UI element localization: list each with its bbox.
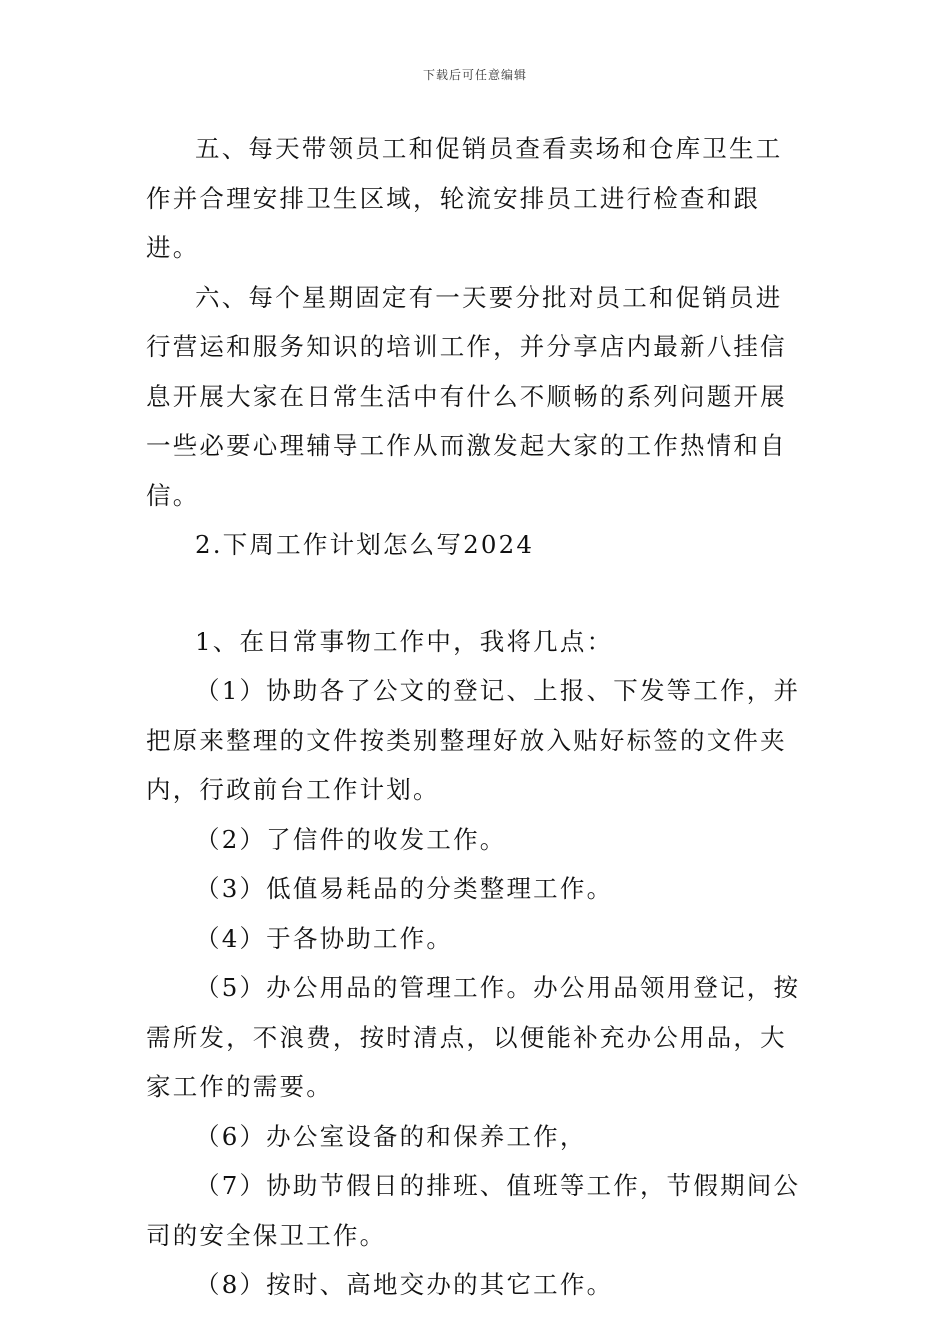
list-item-1: （1）协助各了公文的登记、上报、下发等工作，并把原来整理的文件按类别整理好放入贴好标签的文件夹内，行政前台工作计划。: [146, 676, 801, 804]
section-spacer: [146, 570, 808, 617]
list-item-3: （3）低值易耗品的分类整理工作。: [195, 874, 614, 903]
list-item-5: （5）办公用品的管理工作。办公用品领用登记，按需所发，不浪费，按时清点，以便能补充办公用品，大家工作的需要。: [146, 973, 801, 1101]
section-heading: 2.下周工作计划怎么写2024: [195, 530, 535, 559]
list-item-4: （4）于各协助工作。: [195, 923, 454, 953]
paragraph-item-5: 五、每天带领员工和促销员查看卖场和仓库卫生工作并合理安排卫生区域，轮流安排员工进行检查和跟进。: [146, 134, 783, 262]
list-item-7: （7）协助节假日的排班、值班等工作，节假期间公司的安全保卫工作。: [146, 1171, 801, 1250]
paragraph-point-1: 1、在日常事物工作中，我将几点：: [195, 626, 614, 656]
paragraph-item-6: 六、每个星期固定有一天要分批对员工和促销员进行营运和服务知识的培训工作，并分享店内最新八挂信息开展大家在日常生活中有什么不顺畅的系列问题开展一些必要心理辅导工作从而激发起大家的工作热情和自信。: [146, 282, 787, 510]
list-item-8: （8）按时、高地交办的其它工作。: [195, 1270, 614, 1299]
page-header-note: 下载后可任意编辑: [422, 68, 527, 82]
document-body: [146, 124, 808, 1310]
list-item-2: （2）了信件的收发工作。: [195, 824, 507, 854]
list-item-6: （6）办公室设备的和保养工作，: [195, 1121, 587, 1151]
